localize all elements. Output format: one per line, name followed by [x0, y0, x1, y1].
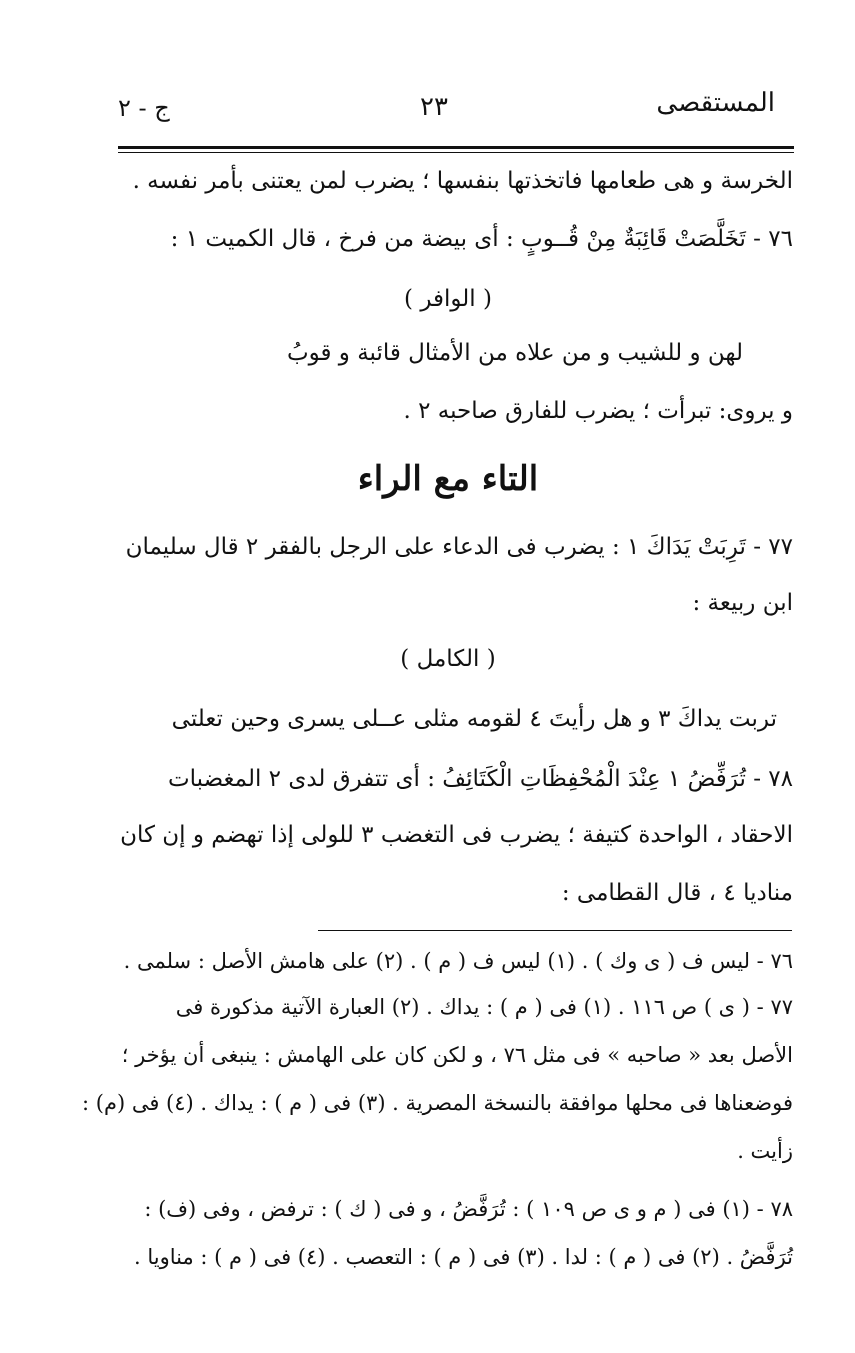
- section-heading: التاء مع الراء: [357, 459, 539, 499]
- body-line: مناديا ٤ ، قال القطامى :: [561, 880, 793, 906]
- body-line: الخرسة و هى طعامها فاتخذتها بنفسها ؛ يضرب لمن يعتنى بأمر نفسه .: [132, 168, 793, 194]
- body-line: و يروى: تبرأت ؛ يضرب للفارق صاحبه ٢ .: [403, 398, 793, 424]
- footnote-line: تُرَفَّضُ . (٢) فى ( م ) : لدا . (٣) فى ( م ) : التعصب . (٤) فى ( م ) : مناويا .: [134, 1245, 793, 1269]
- footnote-line: فوضعناها فى محلها موافقة بالنسخة المصرية . (٣) فى ( م ) : يداك . (٤) فى (م) :: [82, 1091, 793, 1115]
- footnote-rule: [318, 930, 792, 931]
- verse-line: لهن و للشيب و من علاه من الأمثال قائبة و قوبُ: [286, 340, 743, 366]
- meter-label: ( الوافر ): [404, 286, 492, 312]
- proverb-77: ٧٧ - تَرِبَتْ يَدَاكَ ١ : يضرب فى الدعاء على الرجل بالفقر ٢ قال سليمان: [125, 534, 793, 560]
- footnote-line: زأيت .: [737, 1139, 793, 1163]
- meter-label: ( الكامل ): [400, 646, 496, 672]
- proverb-78: ٧٨ - تُرَفِّضُ ١ عِنْدَ الْمُحْفِظَاتِ الْكَتَائِفُ : أى تتفرق لدى ٢ المغضبات: [168, 766, 793, 792]
- footnote-line: ٧٨ - (١) فى ( م و ى ص ١٠٩ ) : تُرَفَّضُ ، و فى ( ك ) : ترفض ، وفى (ف) :: [144, 1197, 793, 1221]
- body-line: الاحقاد ، الواحدة كتيفة ؛ يضرب فى التغضب ٣ للولى إذا تهضم و إن كان: [120, 822, 793, 848]
- volume-label: ج - ٢: [118, 94, 170, 122]
- body-line: ابن ربيعة :: [692, 590, 793, 616]
- footnote-line: الأصل بعد « صاحبه » فى مثل ٧٦ ، و لكن كان على الهامش : ينبغى أن يؤخر ؛: [121, 1043, 793, 1067]
- footnote-line: ٧٦ - ليس ف ( ى وك ) . (١) ليس ف ( م ) . (٢) على هامش الأصل : سلمى .: [123, 949, 793, 973]
- header-rule-thick: [118, 146, 794, 149]
- verse-line: تربت يداكَ ٣ و هل رأيتَ ٤ لقومه مثلى عــلى يسرى وحين تعلتى: [171, 706, 777, 732]
- header-rule-thin: [118, 152, 794, 153]
- footnote-line: ٧٧ - ( ى ) ص ١١٦ . (١) فى ( م ) : يداك . (٢) العبارة الآتية مذكورة فى: [175, 995, 793, 1019]
- proverb-76: ٧٦ - تَخَلَّصَتْ قَائِبَةٌ مِنْ قُــوبٍ : أى بيضة من فرخ ، قال الكميت ١ :: [170, 226, 793, 252]
- page-number: ٢٣: [420, 92, 448, 122]
- running-head-title: المستقصى: [656, 88, 775, 118]
